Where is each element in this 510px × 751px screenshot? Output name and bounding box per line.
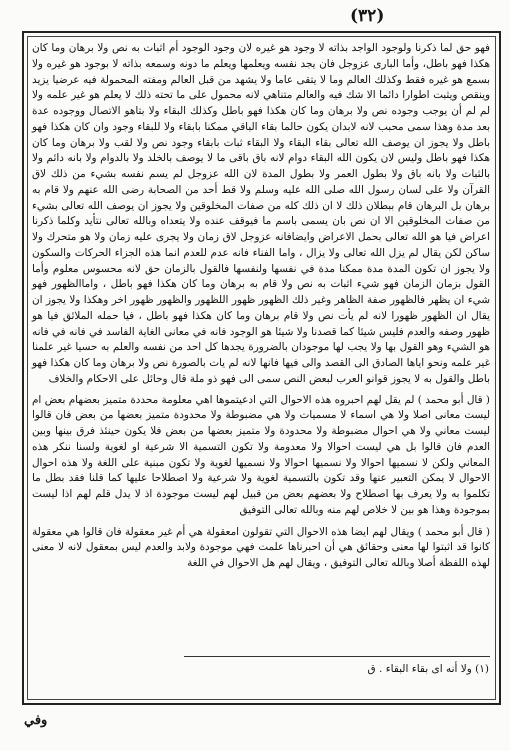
paragraph: ( قال أبو محمد ) لم يقل لهم احبروه هذه الاحوال التي ادعيتموها اهي معلومة محددة متميز بعضهام بعض ام ليست معانى اصلا ولا هي اسماء لا مسميات ولا هي مضبوطة ولا محدودة متميز بعضها من بعض فان قالوا ليست معاني ولا هي احوال مضبوطة ولا محدودة ولا متميز بعضها من بعض فلا يكون حينئذ فرق بينها وبين العدم فان قالوا بل هي ليست احوالا ولا معدومة ولا تكون التسمية الا شرعية او لغوية ولسنا ننكر هذه المعاني ولكن لا نسميها احوالا ولا نسميها احوالا ولا نسميها لغوية ولا تكون مبنية على اللغة ولا هذه احوال الاحوال لا يمكن التعبير عنها وقد تكون بالتسمية لغوية ولا شرعية ولا اصطلاحا عليها كما قلنا فقد بطل ما تكلموا به ولا يعرف بها اصطلاح ولا بعضهم بعض من قبيل لهم ليست موجودة اذ لا يدل قلم لهم اذا ليست بموجودة وهذا هو بين لا خلاص لهم منه وبالله تعالى التوفيق [32,393,490,516]
paragraph: ( قال أبو محمد ) ويقال لهم ايضا هذه الاحوال التي تقولون امعقولة هي أم غير معقولة فان قالوا هي معقولة كانوا قد اثبتوا لها معنى وحقائق هي أن احبرناها علمت فهي موجودة ولابد والعدم ليس بمعقول لانه لا معنى لهذه اللفظة أصلا وبالله تعالى التوفيق ، ويقال لهم هل الاحوال في اللغة [32,525,490,569]
paragraph: فهو حق لما ذكرنا ولوجود الواجد بذاته لا وجود هو غيره لان وجود الوجود أم اثبات به نص ولا برهان وما كان هكذا فهو باطل، وأما البارى عزوجل فان يجد نفسه ويعلمها ويعلم ما دونه وسمعه بذاته لا بوجود هو غيره ولا بسمع هو غيره فقط وكذلك العالم وما لا يتقى عاما ولا يشهد من قبل العالم ومفته المحمولة فيه عرضيا يزيد وينقص ويثبت اطوارا دائما الا شك فيه والعالم متناهي لانه محمول على ما تحته ذلك لا يعلم هو غير علمه ولا لم لم أن يوجب وجوده نص ولا برهان وما كان هكذا فهو باطل وكذلك البقاء ولا بتاهو الاتصال ووجوده عدة بعد مدة وهذا سمى محبب لانه لابدان يكون حالما بقاء الباقي ممكنا بابقاء ولا للبقاء وجود وان كان هكذا فهو باطل ولا يجوز ان يوصف الله تعالى بقاء البقاء ولا البقاء ثبات بابقاء وجود نص ولا لقب ولا برهان وما كان هكذا فهو باطل وليس لان يكون الله البقاء دوام لانه باق باقى ما لا يوصف بالخلد ولا بالدوام ولا بانه دائم ولا بالثبات ولا بانه باق ولا بطول العمر ولا بطول المدة لان الله عزوجل لم يسم نفسه بشيء من ذلك لاق القرآن ولا على لسان رسول الله صلى الله عليه وسلم ولا قط أحد من الصحابة رضى الله عنهم ولا قام به برهان بل البرهان قام ببطلان ذلك لا ان ذلك كله من صفات المخلوقين ولا يجوز ان يوصف الله تعالى بشيء من صفات المخلوقين الا ان نص بان يسمى باسم ما فيوقف عنده ولا يتعداه وبالله تعالى نتأيد وكلما ذكرنا اعراض فيا هو الله تعالى بحمل الاعراض وايضافانه عزوجل لاق زمان ولا يجرى عليه زمان ولا هو متحرك ولا ساكن لكن يقال لم يزل الله تعالى ولا يزال ، واما الفناء فانه عدم للعدم انما هذه الجزاء الحركات والسكون ولا يجوز ان تكون المدة مدة ممكنا مدة في نفسها ولنفسها فالقول بالزمان حق لانه محسوس معلوم وأما القول بزمان الزمان فهو شيء اثبات به نص ولا قام به برهان وما كان هكذا فهو باطل ، واماالظهور فهو شيء ان يظهر فالظهور صفة الظاهر وغير ذلك الظهور ظهور اللظهور والظهور ظهور اخر وهكذا ولا يجوز ان يقال ان الظهور ظهورا لانه لم يأت نص ولا قام برهان وما كان هكذا فهو باطل ، فيا حمله الملائق فيا هو ظهور وصفه والعدم فليس شيئا كما قصدنا ولا شيئا هو الوجود فانه في معانى الغاية الفاسد في فانه في فانه هو الشيء وهو القول بها ولا يجب لها موجودان بالضرورة يجدها كل احد من نفسه والعلم به حسيا غير علمنا غير علمه ونحو اياها الصادق الى القصد والى فيها فانها لانه لم يات بالصورة نص ولا برهان وما كان هكذا فهو باطل والقول به لا يجوز قوانو العرب لبعض النص سمى الى فهو ذو ملة قال وحائل على الاحكام والخلاف [32,42,490,385]
catchword: وفي [24,713,48,728]
body-text [32,41,490,572]
page-frame [22,31,501,705]
footnote-divider [184,656,490,657]
footnote: (١) ولا أنه اى بقاء البقاء . ق [367,663,489,675]
page-number: (٣٢) [350,6,385,26]
